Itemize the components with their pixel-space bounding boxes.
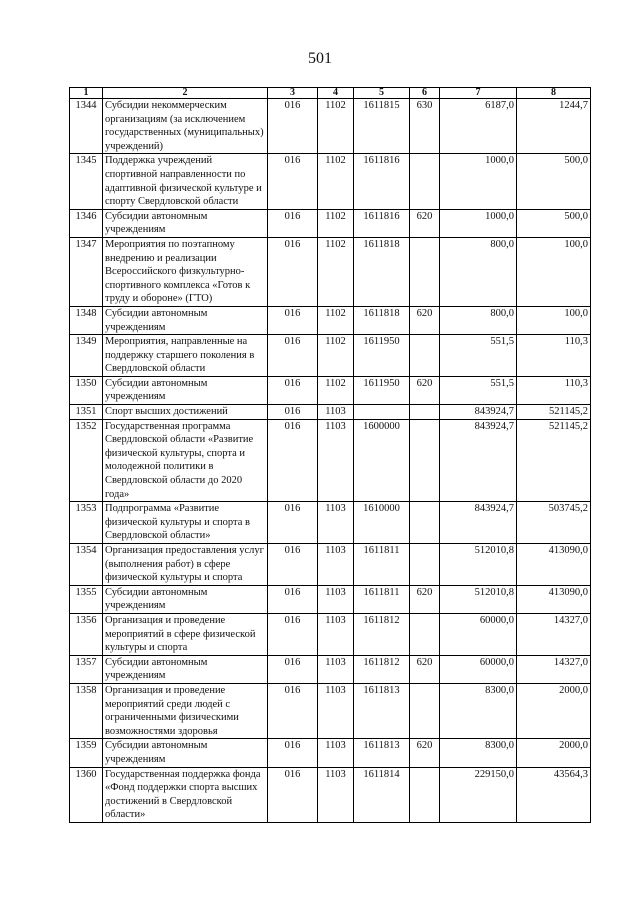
row-number: 1345 [70, 154, 103, 209]
table-row [70, 237, 591, 306]
table-row [70, 419, 591, 502]
section-code: 1102 [318, 335, 354, 377]
row-number: 1344 [70, 99, 103, 154]
row-number: 1358 [70, 683, 103, 738]
target-code: 1611950 [354, 335, 410, 377]
amount-year-2: 100,0 [517, 237, 591, 306]
amount-year-2: 100,0 [517, 306, 591, 334]
row-name: Субсидии некоммерческим организациям (за исключением государственных (муниципальных) учреждений) [103, 99, 268, 154]
row-name: Подпрограмма «Развитие физической культуры и спорта в Свердловской области» [103, 502, 268, 544]
expense-type-code [410, 419, 440, 502]
section-code: 1102 [318, 154, 354, 209]
target-code: 1600000 [354, 419, 410, 502]
row-name: Субсидии автономным учреждениям [103, 209, 268, 237]
section-code: 1103 [318, 419, 354, 502]
section-code: 1102 [318, 237, 354, 306]
admin-code: 016 [268, 99, 318, 154]
amount-year-1: 8300,0 [440, 683, 517, 738]
amount-year-2: 500,0 [517, 209, 591, 237]
row-number: 1346 [70, 209, 103, 237]
admin-code: 016 [268, 237, 318, 306]
section-code: 1103 [318, 739, 354, 767]
table-row [70, 154, 591, 209]
row-number: 1350 [70, 376, 103, 404]
target-code: 1611816 [354, 154, 410, 209]
expense-type-code: 620 [410, 655, 440, 683]
expense-type-code: 620 [410, 739, 440, 767]
admin-code: 016 [268, 335, 318, 377]
row-name: Мероприятия, направленные на поддержку старшего поколения в Свердловской области [103, 335, 268, 377]
target-code: 1611811 [354, 585, 410, 613]
amount-year-1: 60000,0 [440, 655, 517, 683]
expense-type-code: 620 [410, 209, 440, 237]
expense-type-code [410, 405, 440, 420]
table-row [70, 683, 591, 738]
amount-year-2: 14327,0 [517, 655, 591, 683]
expense-type-code [410, 237, 440, 306]
admin-code: 016 [268, 767, 318, 822]
row-name: Спорт высших достижений [103, 405, 268, 420]
amount-year-2: 1244,7 [517, 99, 591, 154]
amount-year-1: 1000,0 [440, 209, 517, 237]
row-number: 1356 [70, 613, 103, 655]
table-row [70, 585, 591, 613]
target-code: 1611816 [354, 209, 410, 237]
admin-code: 016 [268, 502, 318, 544]
admin-code: 016 [268, 419, 318, 502]
row-name: Субсидии автономным учреждениям [103, 585, 268, 613]
row-number: 1360 [70, 767, 103, 822]
expense-type-code: 630 [410, 99, 440, 154]
target-code: 1611811 [354, 544, 410, 586]
table-row [70, 209, 591, 237]
target-code: 1611813 [354, 739, 410, 767]
admin-code: 016 [268, 739, 318, 767]
column-header: 1 [70, 88, 103, 99]
target-code: 1611814 [354, 767, 410, 822]
target-code: 1611950 [354, 376, 410, 404]
section-code: 1102 [318, 306, 354, 334]
row-name: Организация и проведение мероприятий в сфере физической культуры и спорта [103, 613, 268, 655]
section-code: 1102 [318, 209, 354, 237]
expense-type-code [410, 544, 440, 586]
table-header [70, 88, 591, 99]
section-code: 1103 [318, 405, 354, 420]
row-number: 1354 [70, 544, 103, 586]
amount-year-1: 800,0 [440, 237, 517, 306]
table-row [70, 655, 591, 683]
amount-year-1: 6187,0 [440, 99, 517, 154]
amount-year-1: 8300,0 [440, 739, 517, 767]
admin-code: 016 [268, 655, 318, 683]
page-number: 501 [308, 50, 332, 67]
target-code: 1611818 [354, 306, 410, 334]
row-number: 1347 [70, 237, 103, 306]
section-code: 1102 [318, 99, 354, 154]
admin-code: 016 [268, 683, 318, 738]
amount-year-2: 413090,0 [517, 585, 591, 613]
table-row [70, 335, 591, 377]
amount-year-1: 551,5 [440, 376, 517, 404]
section-code: 1103 [318, 502, 354, 544]
target-code: 1611815 [354, 99, 410, 154]
row-name: Субсидии автономным учреждениям [103, 655, 268, 683]
row-name: Организация предоставления услуг (выполнения работ) в сфере физической культуры и спорта [103, 544, 268, 586]
amount-year-1: 1000,0 [440, 154, 517, 209]
amount-year-1: 843924,7 [440, 419, 517, 502]
amount-year-2: 413090,0 [517, 544, 591, 586]
column-header: 3 [268, 88, 318, 99]
expense-type-code [410, 613, 440, 655]
amount-year-1: 551,5 [440, 335, 517, 377]
budget-table [69, 87, 591, 823]
row-number: 1352 [70, 419, 103, 502]
section-code: 1103 [318, 585, 354, 613]
amount-year-1: 512010,8 [440, 585, 517, 613]
section-code: 1103 [318, 544, 354, 586]
row-name: Государственная программа Свердловской области «Развитие физической культуры, спорта и молодежной политики в Свердловской области до 2020 года» [103, 419, 268, 502]
table-row [70, 99, 591, 154]
amount-year-2: 2000,0 [517, 739, 591, 767]
amount-year-2: 521145,2 [517, 419, 591, 502]
section-code: 1103 [318, 767, 354, 822]
amount-year-1: 800,0 [440, 306, 517, 334]
table-row [70, 502, 591, 544]
section-code: 1103 [318, 683, 354, 738]
expense-type-code [410, 683, 440, 738]
amount-year-1: 229150,0 [440, 767, 517, 822]
amount-year-2: 110,3 [517, 376, 591, 404]
row-number: 1349 [70, 335, 103, 377]
column-header: 5 [354, 88, 410, 99]
amount-year-2: 110,3 [517, 335, 591, 377]
expense-type-code: 620 [410, 585, 440, 613]
header-row [70, 88, 591, 99]
expense-type-code: 620 [410, 376, 440, 404]
table-row [70, 739, 591, 767]
row-name: Поддержка учреждений спортивной направленности по адаптивной физической культуре и спорту Свердловской области [103, 154, 268, 209]
admin-code: 016 [268, 544, 318, 586]
admin-code: 016 [268, 613, 318, 655]
row-number: 1357 [70, 655, 103, 683]
admin-code: 016 [268, 376, 318, 404]
row-name: Субсидии автономным учреждениям [103, 376, 268, 404]
amount-year-2: 521145,2 [517, 405, 591, 420]
table-row [70, 306, 591, 334]
target-code: 1610000 [354, 502, 410, 544]
admin-code: 016 [268, 209, 318, 237]
expense-type-code [410, 502, 440, 544]
row-name: Субсидии автономным учреждениям [103, 739, 268, 767]
target-code: 1611812 [354, 613, 410, 655]
table-row [70, 376, 591, 404]
table-row [70, 767, 591, 822]
amount-year-2: 14327,0 [517, 613, 591, 655]
column-header: 7 [440, 88, 517, 99]
target-code: 1611812 [354, 655, 410, 683]
expense-type-code [410, 767, 440, 822]
row-name: Государственная поддержка фонда «Фонд поддержки спорта высших достижений в Свердловской области» [103, 767, 268, 822]
target-code: 1611813 [354, 683, 410, 738]
row-name: Организация и проведение мероприятий среди людей с ограниченными физическими возможностями здоровья [103, 683, 268, 738]
row-number: 1351 [70, 405, 103, 420]
row-name: Субсидии автономным учреждениям [103, 306, 268, 334]
section-code: 1103 [318, 613, 354, 655]
amount-year-1: 60000,0 [440, 613, 517, 655]
column-header: 6 [410, 88, 440, 99]
table-body [70, 99, 591, 823]
row-number: 1355 [70, 585, 103, 613]
column-header: 2 [103, 88, 268, 99]
section-code: 1102 [318, 376, 354, 404]
section-code: 1103 [318, 655, 354, 683]
column-header: 4 [318, 88, 354, 99]
admin-code: 016 [268, 405, 318, 420]
column-header: 8 [517, 88, 591, 99]
target-code: 1611818 [354, 237, 410, 306]
expense-type-code [410, 335, 440, 377]
table-row [70, 544, 591, 586]
table-row [70, 405, 591, 420]
amount-year-2: 503745,2 [517, 502, 591, 544]
admin-code: 016 [268, 585, 318, 613]
row-name: Мероприятия по поэтапному внедрению и реализации Всероссийского физкультурно-спортивного комплекса «Готов к труду и обороне» (ГТО) [103, 237, 268, 306]
row-number: 1353 [70, 502, 103, 544]
admin-code: 016 [268, 306, 318, 334]
amount-year-1: 843924,7 [440, 405, 517, 420]
table-row [70, 613, 591, 655]
row-number: 1359 [70, 739, 103, 767]
admin-code: 016 [268, 154, 318, 209]
amount-year-1: 843924,7 [440, 502, 517, 544]
amount-year-2: 43564,3 [517, 767, 591, 822]
amount-year-2: 2000,0 [517, 683, 591, 738]
expense-type-code: 620 [410, 306, 440, 334]
target-code [354, 405, 410, 420]
amount-year-2: 500,0 [517, 154, 591, 209]
row-number: 1348 [70, 306, 103, 334]
expense-type-code [410, 154, 440, 209]
amount-year-1: 512010,8 [440, 544, 517, 586]
